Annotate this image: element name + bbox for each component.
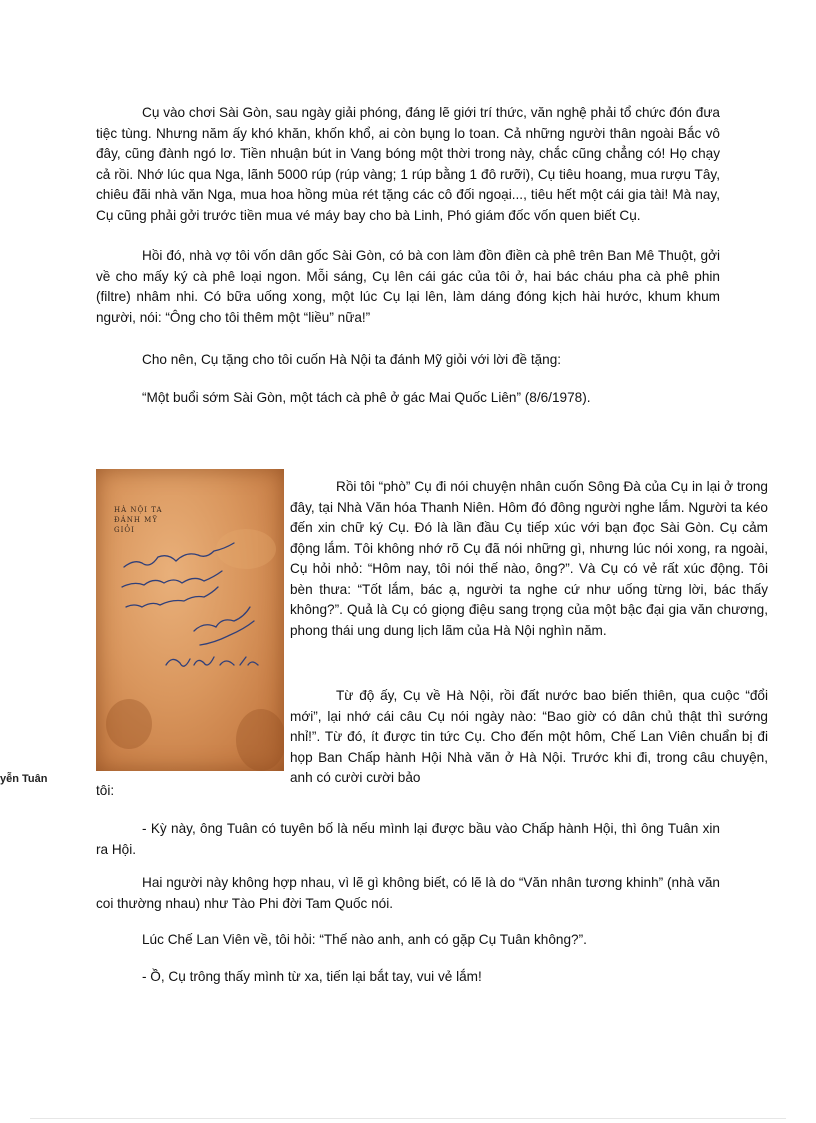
paragraph-7: - Kỳ này, ông Tuân có tuyên bố là nếu mình lại được bầu vào Chấp hành Hội, thì ông Tuân xin ra Hội. (96, 821, 720, 857)
paragraph-2: Hồi đó, nhà vợ tôi vốn dân gốc Sài Gòn, có bà con làm đồn điền cà phê trên Ban Mê Thuột, gởi về cho mấy ký cà phê loại ngon. Mỗi sáng, Cụ lên cái gác của tôi ở, hai bác cháu pha cà phê phin (filtre) nhâm nhi. Có bữa uống xong, một lúc Cụ lại lên, làm dáng đóng kịch hài hước, khum khum người, nói: “Ông cho tôi thêm một “liều” nữa!” (96, 248, 720, 325)
paragraph-8: Hai người này không hợp nhau, vì lẽ gì không biết, có lẽ là do “Văn nhân tương khinh” (nhà văn coi thường nhau) như Tào Phi đời Tam Quốc nói. (96, 875, 720, 911)
handwritten-dedication (96, 469, 284, 771)
figure-caption-fragment: yễn Tuân (0, 773, 48, 785)
paragraph-4: “Một buổi sớm Sài Gòn, một tách cà phê ở gác Mai Quốc Liên” (8/6/1978). (142, 390, 591, 405)
paragraph-6: Từ độ ấy, Cụ về Hà Nội, rồi đất nước bao biến thiên, qua cuộc “đổi mới”, lại nhớ cái câu Cụ nói ngày nào: “Bao giờ có dân chủ thật thì sướng nhỉ!”. Từ đó, ít được tin tức Cụ. Cho đến một hôm, Chế Lan Viên chuẩn bị đi họp Ban Chấp hành Hội Nhà văn ở Hà Nội. Trước khi đi, trong câu chuyện, anh có cười cười bảo (290, 688, 768, 785)
paragraph-10: - Ồ, Cụ trông thấy mình từ xa, tiến lại bắt tay, vui vẻ lắm! (142, 969, 482, 984)
paragraph-9: Lúc Chế Lan Viên về, tôi hỏi: “Thế nào anh, anh có gặp Cụ Tuân không?”. (142, 932, 587, 947)
page-bottom-rule (30, 1118, 786, 1119)
paragraph-1: Cụ vào chơi Sài Gòn, sau ngày giải phóng, đáng lẽ giới trí thức, văn nghệ phải tổ chức đón đưa tiệc tùng. Nhưng năm ấy khó khăn, khốn khổ, ai còn bụng lo toan. Cả những người thân ngoài Bắc vô đây, cũng đành ngó lơ. Tiền nhuận bút in Vang bóng một thời trong này, chắc cũng chẳng có! Họ chạy cả rồi. Nhớ lúc qua Nga, lãnh 5000 rúp (rúp vàng; 1 rúp bằng 1 đô rưỡi), Cụ tiêu hoang, mua rượu Tây, chiêu đãi nhà văn Nga, mua hoa hồng mùa rét tặng các cô đối ngoại..., tiêu hết một cái gia tài! Mà nay, Cụ cũng phải gởi trước tiền mua vé máy bay cho bà Linh, Phó giám đốc vốn quen biết Cụ. (96, 105, 720, 223)
book-cover-photo (96, 469, 284, 771)
paragraph-3: Cho nên, Cụ tặng cho tôi cuốn Hà Nội ta đánh Mỹ giỏi với lời đề tặng: (142, 352, 562, 367)
paragraph-5: Rồi tôi “phò” Cụ đi nói chuyện nhân cuốn Sông Đà của Cụ in lại ở trong đây, tại Nhà Văn hóa Thanh Niên. Hôm đó đông người nghe lắm. Người ta kéo đến xin chữ ký Cụ. Đó là lần đầu Cụ tiếp xúc với bạn đọc Sài Gòn. Cụ cảm động lắm. Tôi không nhớ rõ Cụ đã nói những gì, nhưng lúc nói xong, ra ngoài, Cụ hỏi nhỏ: “Hôm nay, tôi nói thế nào, ông?”. Và Cụ có vẻ rất xúc động. Tôi bèn thưa: “Tốt lắm, bác ạ, người ta nghe cứ như uống từng lời, bác thấy không?”. Quả là Cụ có giọng điệu sang trọng của một bậc đại gia văn chương, phong thái ung dung lịch lãm của Hà Nội nghìn năm. (290, 479, 768, 638)
paragraph-6-end: tôi: (96, 783, 115, 798)
book-title-text: HÀ NỘI TA ĐÁNH MỸ GIỎI (114, 506, 163, 534)
